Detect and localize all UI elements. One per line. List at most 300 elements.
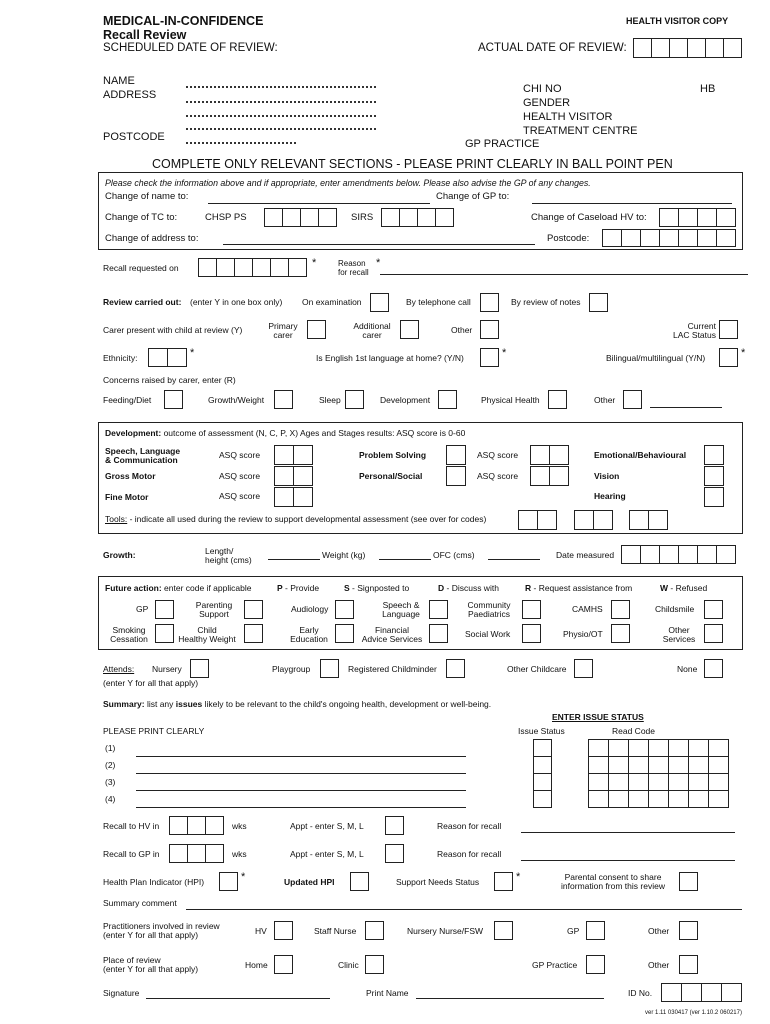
asq-box[interactable] [549, 445, 569, 465]
summary-label-tail: likely to be relevant to the child's ongoing health, development or well-being. [202, 699, 492, 709]
development-concern-box[interactable] [438, 390, 457, 409]
ofc-line[interactable] [488, 559, 540, 560]
id-label: ID No. [628, 988, 653, 998]
fa-gp-box[interactable] [155, 600, 174, 619]
fa-child-weight-box[interactable] [244, 624, 263, 643]
asq-box[interactable] [293, 487, 313, 507]
read-code-box[interactable] [648, 756, 669, 774]
support-needs-label: Support Needs Status [396, 877, 480, 887]
weight-line[interactable] [379, 559, 431, 560]
recall-hv-box[interactable] [205, 816, 224, 835]
none-label: None [677, 664, 698, 674]
pr-staff-box[interactable] [365, 921, 384, 940]
hpi-box[interactable] [219, 872, 238, 891]
caseload-box[interactable] [697, 208, 717, 227]
recall-date-box[interactable] [198, 258, 217, 277]
read-code-box[interactable] [648, 790, 669, 808]
required-star: * [741, 347, 746, 359]
fa-financial-box[interactable] [429, 624, 448, 643]
issue-status-box[interactable] [533, 739, 552, 757]
read-code-box[interactable] [608, 739, 629, 757]
name-label: NAME [103, 75, 135, 87]
fine-motor-label: Fine Motor [105, 492, 149, 502]
issue-number: (4) [105, 794, 116, 804]
updated-hpi-label: Updated HPI [284, 877, 335, 887]
issue-number: (2) [105, 760, 116, 770]
read-code-box[interactable] [668, 790, 689, 808]
caseload-box[interactable] [659, 208, 679, 227]
fa-other-label: Other [668, 625, 690, 635]
bilingual-box[interactable] [719, 348, 738, 367]
id-box[interactable] [681, 983, 702, 1002]
sirs-box[interactable] [435, 208, 454, 227]
childminder-label: Registered Childminder [348, 664, 437, 674]
place-home-label: Home [245, 960, 268, 970]
code-discuss-letter: D [438, 583, 445, 593]
reason-label: for recall [338, 268, 369, 277]
notes-box[interactable] [589, 293, 608, 312]
fa-early-box[interactable] [335, 624, 354, 643]
issue-line[interactable] [136, 790, 466, 791]
lac-box[interactable] [719, 320, 738, 339]
fa-early-label: Education [290, 634, 328, 644]
hv-label: HEALTH VISITOR [523, 111, 613, 123]
concern-other-label: Other [594, 395, 616, 405]
asq-box[interactable] [274, 466, 294, 486]
problem-solving-box[interactable] [446, 445, 466, 465]
sirs-box[interactable] [381, 208, 400, 227]
tools-box[interactable] [629, 510, 649, 530]
print-name-line[interactable] [416, 998, 604, 999]
speech-label: Speech, Language [105, 446, 181, 456]
place-gp-box[interactable] [586, 955, 605, 974]
ethnicity-box[interactable] [148, 348, 168, 367]
recall-hv-label: Recall to HV in [103, 821, 160, 831]
growth-weight-box[interactable] [274, 390, 293, 409]
future-action-label-rest: enter code if applicable [161, 583, 252, 593]
asq-score-label: ASQ score [477, 471, 519, 481]
primary-carer-label: carer [273, 330, 293, 340]
issue-number: (3) [105, 777, 116, 787]
hearing-box[interactable] [704, 487, 724, 507]
measured-date-box[interactable] [697, 545, 717, 564]
code-refused-letter: W [660, 583, 669, 593]
postcode-dots [186, 142, 296, 144]
concern-other-line[interactable] [650, 407, 722, 408]
fa-camhs-box[interactable] [611, 600, 630, 619]
copy-label: HEALTH VISITOR COPY [626, 16, 729, 26]
read-code-box[interactable] [688, 739, 709, 757]
concerns-label: Concerns raised by carer, enter (R) [103, 375, 236, 385]
fa-social-label: Social Work [465, 629, 511, 639]
personal-social-box[interactable] [446, 466, 466, 486]
read-code-box[interactable] [708, 739, 729, 757]
fa-community-box[interactable] [522, 600, 541, 619]
review-notes-label: By review of notes [511, 297, 581, 307]
read-code-box[interactable] [588, 756, 609, 774]
date-box[interactable] [651, 38, 670, 58]
wks-label: wks [232, 849, 247, 859]
reason-hv-line[interactable] [521, 832, 735, 833]
read-code-box[interactable] [608, 790, 629, 808]
read-code-box[interactable] [608, 756, 629, 774]
playgroup-box[interactable] [320, 659, 339, 678]
development-header-rest: outcome of assessment (N, C, P, X) Ages and Stages results: ASQ score is 0-60 [161, 428, 466, 438]
measured-date-box[interactable] [640, 545, 660, 564]
asq-box[interactable] [293, 466, 313, 486]
required-star: * [190, 347, 195, 359]
lac-label: Current [687, 321, 716, 331]
hb-label: HB [700, 83, 716, 95]
nursery-box[interactable] [190, 659, 209, 678]
code-request [525, 584, 632, 593]
consent-label: Parental consent to share [564, 872, 662, 882]
development-concern-label: Development [380, 395, 431, 405]
print-name-label: Print Name [366, 988, 409, 998]
place-gp-label: GP Practice [532, 960, 578, 970]
read-code-box[interactable] [688, 756, 709, 774]
asq-box[interactable] [274, 445, 294, 465]
attends-note: (enter Y for all that apply) [103, 678, 199, 688]
fa-physio-label: Physio/OT [563, 629, 603, 639]
gender-label: GENDER [523, 97, 571, 109]
nursery-label: Nursery [152, 664, 182, 674]
read-code-box[interactable] [668, 773, 689, 791]
summary-comment-label: Summary comment [103, 898, 177, 908]
personal-social-label: Personal/Social [359, 471, 423, 481]
read-code-box[interactable] [588, 739, 609, 757]
read-code-box[interactable] [708, 773, 729, 791]
id-box[interactable] [721, 983, 742, 1002]
place-home-box[interactable] [274, 955, 293, 974]
confidential-label: MEDICAL-IN-CONFIDENCE [103, 14, 264, 28]
childminder-box[interactable] [446, 659, 465, 678]
length-line[interactable] [268, 559, 320, 560]
read-code-box[interactable] [628, 790, 649, 808]
pr-gp-box[interactable] [586, 921, 605, 940]
additional-carer-label: carer [362, 330, 382, 340]
primary-carer-box[interactable] [307, 320, 326, 339]
caseload-box[interactable] [716, 208, 736, 227]
postcode-box[interactable] [697, 229, 717, 247]
tools-label-rest: - indicate all used during the review to support developmental assessment (see over for codes) [127, 514, 487, 524]
chsp-box[interactable] [318, 208, 337, 227]
form-title: Recall Review [103, 28, 187, 42]
fa-audiology-box[interactable] [335, 600, 354, 619]
issue-status-box[interactable] [533, 756, 552, 774]
signature-line[interactable] [146, 998, 330, 999]
tools-label-underlined: Tools: [105, 514, 128, 524]
required-star: * [516, 871, 521, 883]
postcode-box[interactable] [678, 229, 698, 247]
chi-label: CHI NO [523, 83, 562, 95]
tools-box[interactable] [518, 510, 538, 530]
fa-child-weight-label: Healthy Weight [178, 634, 236, 644]
code-provide-text: - Provide [282, 583, 320, 593]
appt-gp-box[interactable] [385, 844, 404, 863]
fa-speech-box[interactable] [429, 600, 448, 619]
date-box[interactable] [705, 38, 724, 58]
fa-gp-label: GP [136, 604, 149, 614]
weight-label: Weight (kg) [322, 550, 366, 560]
sleep-label: Sleep [319, 395, 341, 405]
appt-hv-box[interactable] [385, 816, 404, 835]
fa-camhs-label: CAMHS [572, 604, 603, 614]
fa-early-label: Early [299, 625, 319, 635]
recall-date-box[interactable] [252, 258, 271, 277]
required-star: * [376, 257, 381, 269]
vision-box[interactable] [704, 466, 724, 486]
required-star: * [502, 347, 507, 359]
recall-date-box[interactable] [270, 258, 289, 277]
issue-status-box[interactable] [533, 773, 552, 791]
recall-gp-box[interactable] [169, 844, 188, 863]
fa-community-label: Paediatrics [467, 609, 511, 619]
read-code-box[interactable] [668, 756, 689, 774]
tools-box[interactable] [648, 510, 668, 530]
read-code-box[interactable] [628, 773, 649, 791]
consent-label: information from this review [561, 881, 665, 891]
place-other-box[interactable] [679, 955, 698, 974]
tc-label: TREATMENT CENTRE [523, 125, 638, 137]
measured-date-box[interactable] [716, 545, 736, 564]
ethnicity-box[interactable] [167, 348, 187, 367]
emotional-box[interactable] [704, 445, 724, 465]
id-box[interactable] [661, 983, 682, 1002]
asq-box[interactable] [274, 487, 294, 507]
development-header [105, 429, 465, 438]
recall-gp-box[interactable] [205, 844, 224, 863]
name-dots [186, 86, 376, 88]
read-code-box[interactable] [628, 756, 649, 774]
asq-box[interactable] [293, 445, 313, 465]
read-code-box[interactable] [608, 773, 629, 791]
asq-score-label: ASQ score [477, 450, 519, 460]
concern-other-box[interactable] [623, 390, 642, 409]
read-code-box[interactable] [648, 739, 669, 757]
fa-child-weight-label: Child [197, 625, 217, 635]
reason-line[interactable] [380, 274, 748, 275]
code-refused [660, 584, 707, 593]
on-examination-label: On examination [302, 297, 362, 307]
recall-date-box[interactable] [216, 258, 235, 277]
fa-financial-label: Advice Services [361, 634, 423, 644]
id-box[interactable] [701, 983, 722, 1002]
fa-community-label: Community [467, 600, 511, 610]
appt-label: Appt - enter S, M, L [290, 821, 364, 831]
speech-label: & Communication [105, 455, 178, 465]
fa-smoking-label: Cessation [110, 634, 148, 644]
code-signposted [344, 584, 409, 593]
issue-number: (1) [105, 743, 116, 753]
fa-other-label: Services [662, 634, 696, 644]
summary-label-rest: list any [144, 699, 176, 709]
sirs-box[interactable] [417, 208, 436, 227]
postcode-box[interactable] [716, 229, 736, 247]
measured-date-box[interactable] [659, 545, 679, 564]
issue-status-label: Issue Status [518, 726, 565, 736]
recall-date-box[interactable] [234, 258, 253, 277]
tools-box[interactable] [593, 510, 613, 530]
address-dots [186, 101, 376, 103]
tools-box[interactable] [537, 510, 557, 530]
sleep-box[interactable] [345, 390, 364, 409]
length-label: height (cms) [205, 555, 252, 565]
feeding-box[interactable] [164, 390, 183, 409]
phone-box[interactable] [480, 293, 499, 312]
physical-health-box[interactable] [548, 390, 567, 409]
issue-line[interactable] [136, 807, 466, 808]
english-box[interactable] [480, 348, 499, 367]
reason-recall-label: Reason for recall [437, 821, 502, 831]
fa-social-box[interactable] [522, 624, 541, 643]
recall-hv-box[interactable] [169, 816, 188, 835]
hearing-label: Hearing [594, 491, 626, 501]
recall-gp-box[interactable] [187, 844, 206, 863]
change-name-line[interactable] [208, 203, 430, 204]
read-code-box[interactable] [688, 773, 709, 791]
asq-score-label: ASQ score [219, 450, 261, 460]
date-box[interactable] [687, 38, 706, 58]
telephone-label: By telephone call [406, 297, 471, 307]
date-box[interactable] [633, 38, 652, 58]
code-discuss-text: - Discuss with [444, 583, 499, 593]
pr-staff-label: Staff Nurse [314, 926, 357, 936]
bilingual-label: Bilingual/multilingual (Y/N) [606, 353, 706, 363]
asq-score-label: ASQ score [219, 491, 261, 501]
code-refused-text: - Refused [668, 583, 708, 593]
chsp-box[interactable] [300, 208, 319, 227]
fa-physio-box[interactable] [611, 624, 630, 643]
place-label: Place of review [103, 955, 161, 965]
fa-parenting-box[interactable] [244, 600, 263, 619]
read-code-box[interactable] [628, 739, 649, 757]
required-star: * [312, 257, 317, 269]
code-request-letter: R [525, 583, 532, 593]
scheduled-date-label: SCHEDULED DATE OF REVIEW: [103, 42, 278, 54]
issue-line[interactable] [136, 773, 466, 774]
recall-date-box[interactable] [288, 258, 307, 277]
sirs-label: SIRS [351, 212, 374, 223]
place-clinic-box[interactable] [365, 955, 384, 974]
pr-gp-label: GP [567, 926, 580, 936]
primary-carer-label: Primary [268, 321, 298, 331]
fa-financial-label: Financial [374, 625, 410, 635]
summary-comment-line[interactable] [186, 909, 742, 910]
attends-label: Attends: [103, 664, 135, 674]
fa-speech-label: Speech & [382, 600, 420, 610]
read-code-box[interactable] [648, 773, 669, 791]
change-tc-label: Change of TC to: [105, 212, 178, 223]
chsp-box[interactable] [282, 208, 301, 227]
read-code-box[interactable] [588, 773, 609, 791]
change-address-line[interactable] [223, 244, 535, 245]
updated-hpi-box[interactable] [350, 872, 369, 891]
other-childcare-box[interactable] [574, 659, 593, 678]
hpi-label: Health Plan Indicator (HPI) [103, 877, 205, 887]
english-label: Is English 1st language at home? (Y/N) [316, 353, 464, 363]
issue-line[interactable] [136, 756, 466, 757]
reason-gp-line[interactable] [521, 860, 735, 861]
fa-other-box[interactable] [704, 624, 723, 643]
exam-box[interactable] [370, 293, 389, 312]
summary-label-bold: Summary: [103, 699, 145, 709]
asq-score-label: ASQ score [219, 471, 261, 481]
asq-box[interactable] [530, 445, 550, 465]
enter-issue-status-label: ENTER ISSUE STATUS [552, 712, 644, 722]
carer-other-box[interactable] [480, 320, 499, 339]
code-signposted-text: - Signposted to [349, 583, 410, 593]
reason-recall-label: Reason for recall [437, 849, 502, 859]
feeding-label: Feeding/Diet [103, 395, 152, 405]
additional-carer-box[interactable] [400, 320, 419, 339]
read-code-label: Read Code [612, 726, 656, 736]
pr-nursery-label: Nursery Nurse/FSW [407, 926, 484, 936]
none-box[interactable] [704, 659, 723, 678]
measured-date-box[interactable] [621, 545, 641, 564]
consent-box[interactable] [679, 872, 698, 891]
asq-box[interactable] [549, 466, 569, 486]
caseload-box[interactable] [678, 208, 698, 227]
support-needs-box[interactable] [494, 872, 513, 891]
date-box[interactable] [723, 38, 742, 58]
read-code-box[interactable] [668, 739, 689, 757]
postcode-label: POSTCODE [103, 131, 165, 143]
pr-hv-box[interactable] [274, 921, 293, 940]
fa-smoking-label: Smoking [112, 625, 146, 635]
pr-nursery-box[interactable] [494, 921, 513, 940]
postcode-box[interactable] [640, 229, 660, 247]
measured-date-box[interactable] [678, 545, 698, 564]
problem-solving-label: Problem Solving [359, 450, 427, 460]
address-label: ADDRESS [103, 89, 157, 101]
lac-label: LAC Status [673, 330, 716, 340]
change-gp-line[interactable] [532, 203, 732, 204]
chsp-box[interactable] [264, 208, 283, 227]
issue-status-box[interactable] [533, 790, 552, 808]
fa-audiology-label: Audiology [291, 604, 329, 614]
physical-health-label: Physical Health [481, 395, 540, 405]
code-request-text: - Request assistance from [531, 583, 633, 593]
date-measured-label: Date measured [556, 550, 615, 560]
recall-gp-label: Recall to GP in [103, 849, 160, 859]
asq-box[interactable] [530, 466, 550, 486]
sirs-box[interactable] [399, 208, 418, 227]
postcode-box[interactable] [659, 229, 679, 247]
read-code-box[interactable] [588, 790, 609, 808]
fa-childsmile-box[interactable] [704, 600, 723, 619]
change-name-label: Change of name to: [105, 191, 189, 202]
amendments-note: Please check the information above and if appropriate, enter amendments below. Please also advise the GP of any changes. [105, 178, 591, 188]
carer-present-label: Carer present with child at review (Y) [103, 325, 243, 335]
read-code-box[interactable] [708, 790, 729, 808]
postcode-box[interactable] [621, 229, 641, 247]
fa-speech-label: Language [382, 609, 420, 619]
postcode-box[interactable] [602, 229, 622, 247]
place-label: (enter Y for all that apply) [103, 964, 199, 974]
address-dots [186, 115, 376, 117]
read-code-box[interactable] [688, 790, 709, 808]
date-box[interactable] [669, 38, 688, 58]
code-provide [277, 584, 319, 593]
recall-hv-box[interactable] [187, 816, 206, 835]
read-code-box[interactable] [708, 756, 729, 774]
review-carried-note: (enter Y in one box only) [190, 297, 283, 307]
tools-box[interactable] [574, 510, 594, 530]
pr-other-label: Other [648, 926, 670, 936]
future-action-label [105, 584, 251, 593]
pr-other-box[interactable] [679, 921, 698, 940]
